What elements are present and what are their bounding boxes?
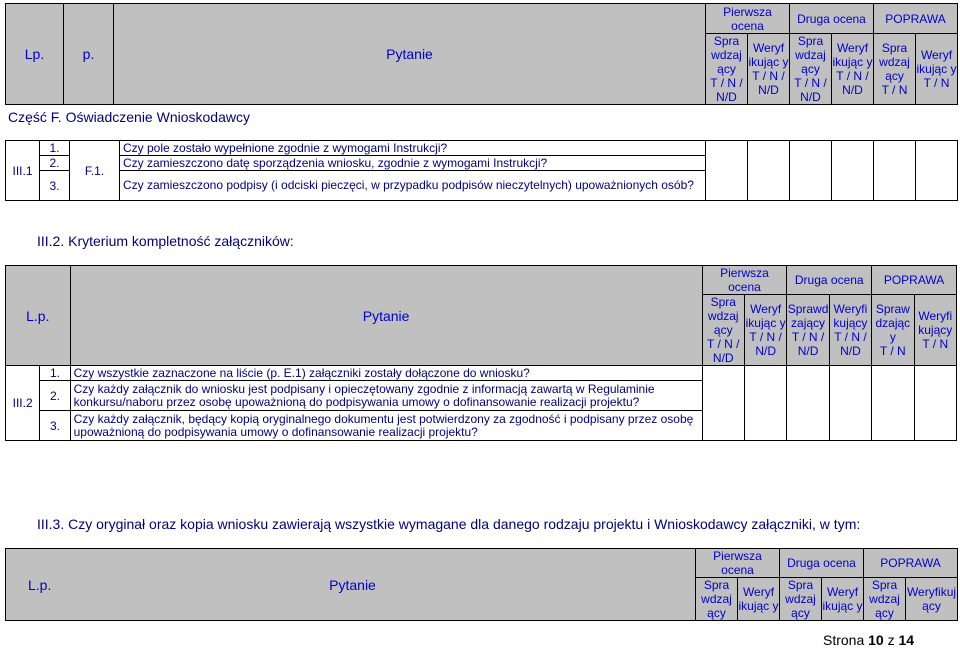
row-number: 1. [40,366,70,381]
answer-cell[interactable] [916,141,958,201]
verifier-label: Weryf ikując y [832,41,873,69]
checker-label: Spraw dzając y [875,302,911,344]
answer-cell[interactable] [832,141,874,201]
question-header: Pytanie [70,266,702,366]
row-number: 3. [40,171,70,201]
answer-cell[interactable] [744,366,786,441]
answer-cell[interactable] [787,366,829,441]
answer-cell[interactable] [829,366,871,441]
verifier-label: Weryfikuj ący [906,578,958,621]
tn-label: T / N [881,83,908,97]
answer-cell[interactable] [874,141,916,201]
page-of: z [887,632,895,648]
p-header: p. [64,4,114,105]
part-f-title: Część F. Oświadczenie Wnioskodawcy [8,109,250,125]
page-label: Strona [823,632,865,648]
checker-label: Spra wdzaj ący [795,34,826,76]
tn-nd-label: T / N / N/D [752,69,785,97]
answer-cell[interactable] [702,366,744,441]
verifier-label: Weryf ikując y [745,302,786,330]
question-text: Czy każdy załącznik do wniosku jest podpisany i opieczętowany zgodnie z informacją zawartą w Regulaminie konkursu/naboru przez osobę upoważnioną do podpisywania umowy o dofinansowanie realizacji projektu? [70,381,702,411]
question-header: Pytanie [114,4,706,105]
question-text: Czy zamieszczono podpisy (i odciski pieczęci, w przypadku podpisów nieczytelnych) upoważnionych osób? [120,171,706,201]
tn-nd-label: T / N / N/D [707,337,740,365]
answer-cell[interactable] [872,366,914,441]
lp-header: L.p. [6,266,71,366]
question-text: Czy pole zostało wypełnione zgodnie z wymogami Instrukcji? [120,141,706,156]
correction-header: POPRAWA [864,549,958,578]
second-eval-header: Druga ocena [790,4,874,34]
tn-nd-label: T / N / N/D [791,330,825,358]
page-total: 14 [898,632,915,648]
checker-label: Sprawd zający [787,302,829,330]
tn-nd-label: T / N / N/D [836,69,869,97]
second-eval-header: Druga ocena [787,266,872,295]
tn-label: T / N [923,76,950,90]
lp-header: L.p. [28,576,52,593]
correction-header: POPRAWA [872,266,957,295]
checker-label: Spra wdzaj ący [879,41,910,83]
answer-cell[interactable] [706,141,748,201]
correction-header: POPRAWA [874,4,958,34]
verifier-label: Weryf ikując y [748,41,789,69]
first-eval-header: Pierwsza ocena [696,549,780,578]
row-number: 1. [40,141,70,156]
group-id: III.1 [6,141,40,201]
form-field-code: F.1. [70,141,120,201]
tn-nd-label: T / N / N/D [749,330,782,358]
question-text: Czy każdy załącznik, będący kopią oryginalnego dokumentu jest potwierdzony za zgodność i podpisany przez osobę upoważnioną do podpisywania umowy o dofinansowanie realizacji projektu? [70,411,702,441]
verifier-label: Weryf ikując y [738,578,780,621]
answer-cell[interactable] [790,141,832,201]
checker-label: Spra wdzaj ący [864,578,906,621]
row-number: 2. [40,381,70,411]
answer-cell[interactable] [914,366,956,441]
tn-label: T / N [922,337,949,351]
section-3-2-title: III.2. Kryterium kompletność załączników: [37,233,294,249]
checker-label: Spra wdzaj ący [696,578,738,621]
tn-nd-label: T / N / N/D [794,76,827,104]
row-number: 2. [40,156,70,171]
section-f-table [5,140,958,201]
tn-nd-label: T / N / N/D [710,76,743,104]
criterion-table [5,265,957,441]
page-footer [823,632,914,648]
checker-label: Spra wdzaj ący [780,578,822,621]
first-eval-header: Pierwsza ocena [702,266,787,295]
question-header: Pytanie [329,576,376,593]
verifier-label: Weryfi kujący [833,302,868,330]
group-id: III.2 [6,366,40,441]
header-table-3 [5,548,958,621]
lp-header: Lp. [6,4,64,105]
page-number: 10 [868,632,884,648]
answer-cell[interactable] [748,141,790,201]
first-eval-header: Pierwsza ocena [706,4,790,34]
verifier-label: Weryfi kujący [918,309,953,337]
tn-nd-label: T / N / N/D [834,330,867,358]
section-3-3-title: III.3. Czy oryginał oraz kopia wniosku zawierają wszystkie wymagane dla danego rodzaju projektu i Wnioskodawcy załączniki, w tym: [37,516,861,532]
row-number: 3. [40,411,70,441]
tn-label: T / N [879,344,906,358]
question-text: Czy wszystkie zaznaczone na liście (p. E.1) załączniki zostały dołączone do wniosku? [70,366,702,381]
verifier-label: Weryf ikując y [822,578,864,621]
header-table-1 [5,3,958,105]
verifier-label: Weryf ikując y [916,48,957,76]
checker-label: Spra wdzaj ący [707,295,739,337]
checker-label: Spra wdzaj ący [711,34,742,76]
question-text: Czy zamieszczono datę sporządzenia wniosku, zgodnie z wymogami Instrukcji? [120,156,706,171]
second-eval-header: Druga ocena [780,549,864,578]
